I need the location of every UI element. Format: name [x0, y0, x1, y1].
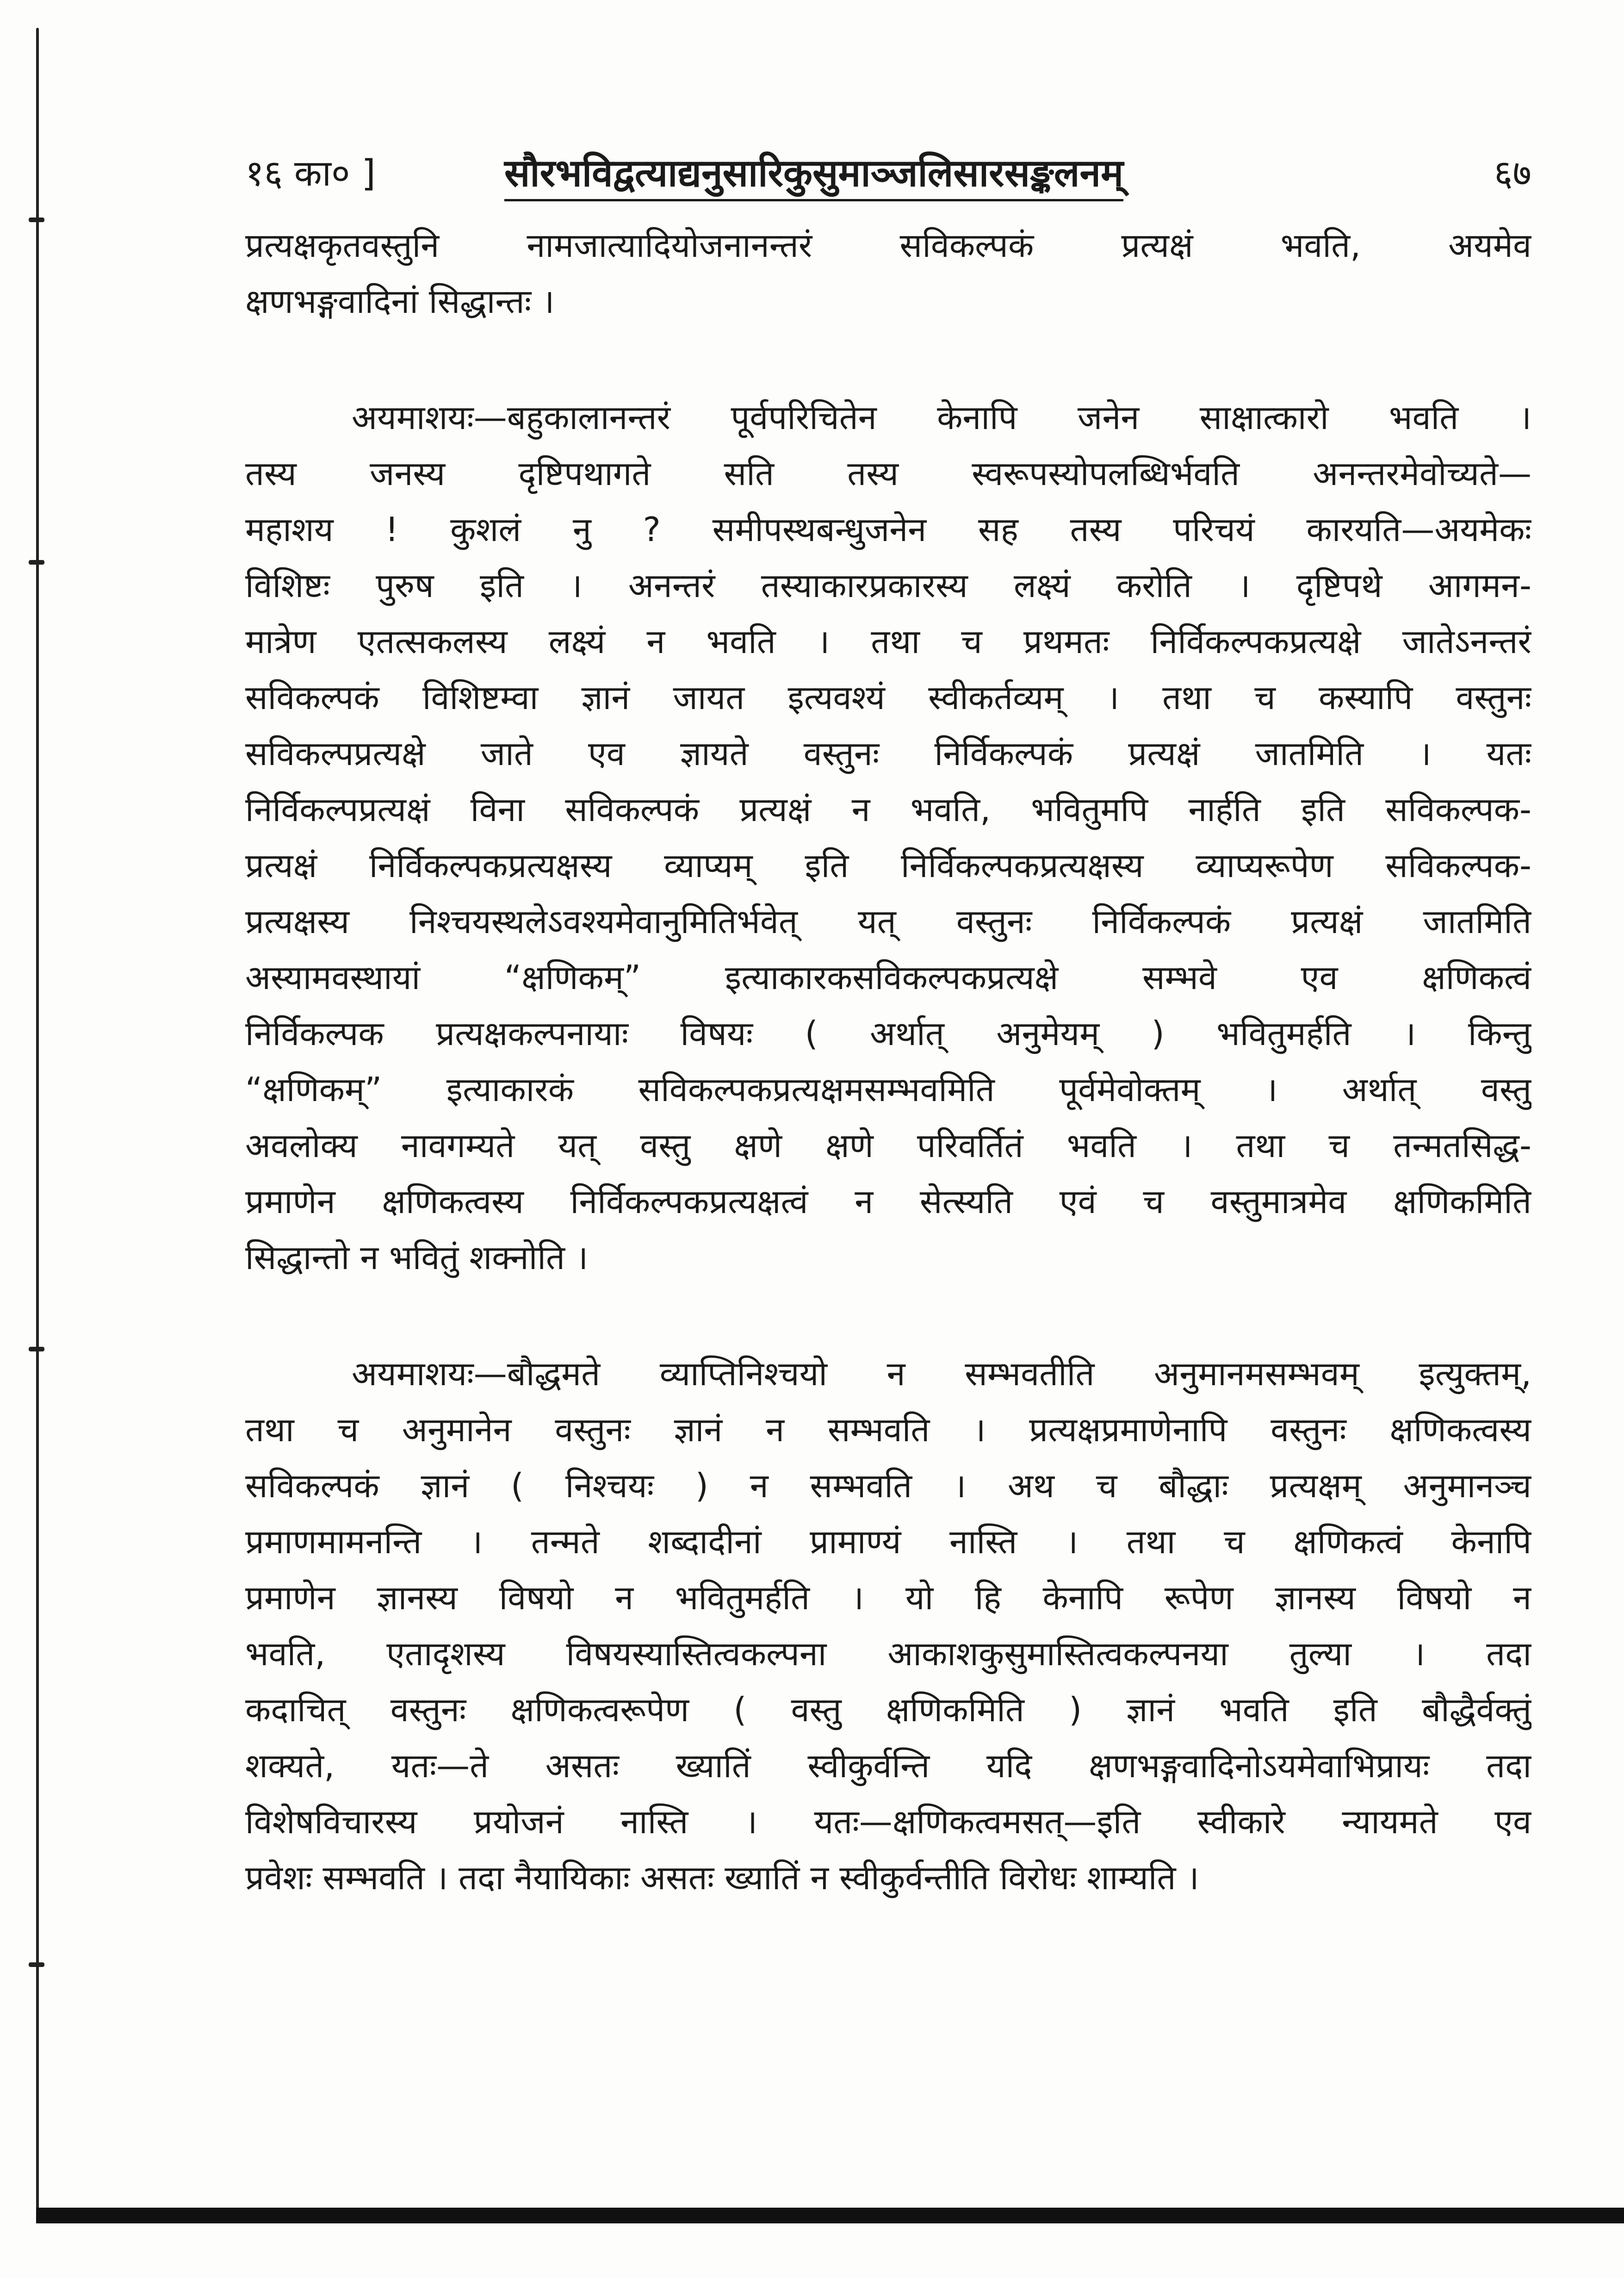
text-line: प्रवेशः सम्भवति । तदा नैयायिकाः असतः ख्यातिं न स्वीकुर्वन्तीति विरोधः शाम्यति । — [245, 1858, 1199, 1897]
text-line: सिद्धान्तो न भवितुं शक्नोति । — [245, 1238, 589, 1277]
text-line: अयमाशयः—बौद्धमते व्याप्तिनिश्चयो न सम्भवतीति अनुमानमसम्भवम् इत्युक्तम्, — [352, 1354, 1531, 1393]
page-number: ६७ — [1494, 153, 1531, 194]
margin-tick-mark — [29, 218, 44, 222]
paragraph — [245, 1346, 1531, 1906]
text-line: शक्यते, यतः—ते असतः ख्यातिं स्वीकुर्वन्ति यदि क्षणभङ्गवादिनोऽयमेवाभिप्रायः तदा — [245, 1746, 1531, 1785]
paragraph — [245, 390, 1531, 1286]
text-line: प्रत्यक्षस्य निश्चयस्थलेऽवश्यमेवानुमितिर्भवेत् यत् वस्तुनः निर्विकल्पकं प्रत्यक्षं जातमिति — [245, 902, 1531, 941]
text-line: सविकल्पकं ज्ञानं ( निश्चयः ) न सम्भवति । अथ च बौद्धाः प्रत्यक्षम् अनुमानञ्च — [245, 1466, 1531, 1505]
section-reference: १६ का० ] — [245, 153, 376, 194]
text-line: निर्विकल्पप्रत्यक्षं विना सविकल्पकं प्रत्यक्षं न भवति, भवितुमपि नार्हति इति सविकल्पक- — [245, 790, 1531, 829]
margin-tick-mark — [29, 560, 44, 565]
text-line: प्रत्यक्षकृतवस्तुनि नामजात्यादियोजनानन्तरं सविकल्पकं प्रत्यक्षं भवति, अयमेव — [245, 226, 1531, 265]
running-header — [245, 148, 1531, 208]
text-line: भवति, एतादृशस्य विषयस्यास्तित्वकल्पना आकाशकुसुमास्तित्वकल्पनया तुल्या । तदा — [245, 1634, 1531, 1673]
running-title: सौरभविद्वत्याद्यनुसारिकुसुमाञ्जलिसारसङ्कलनम् — [504, 148, 1123, 201]
margin-tick-mark — [29, 1962, 44, 1967]
bottom-border-rule — [36, 2208, 1624, 2223]
text-line: मात्रेण एतत्सकलस्य लक्ष्यं न भवति । तथा च प्रथमतः निर्विकल्पकप्रत्यक्षे जातेऽनन्तरं — [245, 622, 1531, 661]
text-line: प्रमाणेन ज्ञानस्य विषयो न भवितुमर्हति । यो हि केनापि रूपेण ज्ञानस्य विषयो न — [245, 1578, 1531, 1617]
text-line: महाशय ! कुशलं नु ? समीपस्थबन्धुजनेन सह तस्य परिचयं कारयति—अयमेकः — [245, 510, 1531, 549]
text-line: सविकल्पप्रत्यक्षे जाते एव ज्ञायते वस्तुनः निर्विकल्पकं प्रत्यक्षं जातमिति । यतः — [245, 734, 1531, 773]
text-line: अस्यामवस्थायां “क्षणिकम्” इत्याकारकसविकल्पकप्रत्यक्षे सम्भवे एव क्षणिकत्वं — [245, 958, 1531, 997]
text-line: तस्य जनस्य दृष्टिपथागते सति तस्य स्वरूपस्योपलब्धिर्भवति अनन्तरमेवोच्यते— — [245, 454, 1531, 493]
margin-tick-mark — [29, 1347, 44, 1351]
binding-margin-line — [36, 28, 39, 2212]
text-line: प्रमाणमामनन्ति । तन्मते शब्दादीनां प्रामाण्यं नास्ति । तथा च क्षणिकत्वं केनापि — [245, 1522, 1531, 1561]
paragraph — [245, 218, 1531, 330]
text-line: विशेषविचारस्य प्रयोजनं नास्ति । यतः—क्षणिकत्वमसत्—इति स्वीकारे न्यायमते एव — [245, 1802, 1531, 1841]
text-line: “क्षणिकम्” इत्याकारकं सविकल्पकप्रत्यक्षमसम्भवमिति पूर्वमेवोक्तम् । अर्थात् वस्तु — [245, 1070, 1531, 1109]
body-text — [245, 218, 1531, 1906]
text-line: कदाचित् वस्तुनः क्षणिकत्वरूपेण ( वस्तु क्षणिकमिति ) ज्ञानं भवति इति बौद्धैर्वक्तुं — [245, 1690, 1531, 1729]
text-line: क्षणभङ्गवादिनां सिद्धान्तः । — [245, 282, 555, 321]
text-line: विशिष्टः पुरुष इति । अनन्तरं तस्याकारप्रकारस्य लक्ष्यं करोति । दृष्टिपथे आगमन- — [245, 566, 1531, 605]
text-line: प्रमाणेन क्षणिकत्वस्य निर्विकल्पकप्रत्यक्षत्वं न सेत्स्यति एवं च वस्तुमात्रमेव क्षणिकमिति — [245, 1182, 1531, 1221]
text-line: निर्विकल्पक प्रत्यक्षकल्पनायाः विषयः ( अर्थात् अनुमेयम् ) भवितुमर्हति । किन्तु — [245, 1014, 1531, 1053]
text-line: तथा च अनुमानेन वस्तुनः ज्ञानं न सम्भवति । प्रत्यक्षप्रमाणेनापि वस्तुनः क्षणिकत्वस्य — [245, 1410, 1531, 1449]
text-line: अयमाशयः—बहुकालानन्तरं पूर्वपरिचितेन केनापि जनेन साक्षात्कारो भवति । — [352, 398, 1531, 437]
text-line: अवलोक्य नावगम्यते यत् वस्तु क्षणे क्षणे परिवर्तितं भवति । तथा च तन्मतसिद्ध- — [245, 1126, 1531, 1165]
text-line: प्रत्यक्षं निर्विकल्पकप्रत्यक्षस्य व्याप्यम् इति निर्विकल्पकप्रत्यक्षस्य व्याप्यरूपेण सविकल्पक- — [245, 846, 1531, 885]
text-line: सविकल्पकं विशिष्टम्वा ज्ञानं जायत इत्यवश्यं स्वीकर्तव्यम् । तथा च कस्यापि वस्तुनः — [245, 678, 1531, 717]
